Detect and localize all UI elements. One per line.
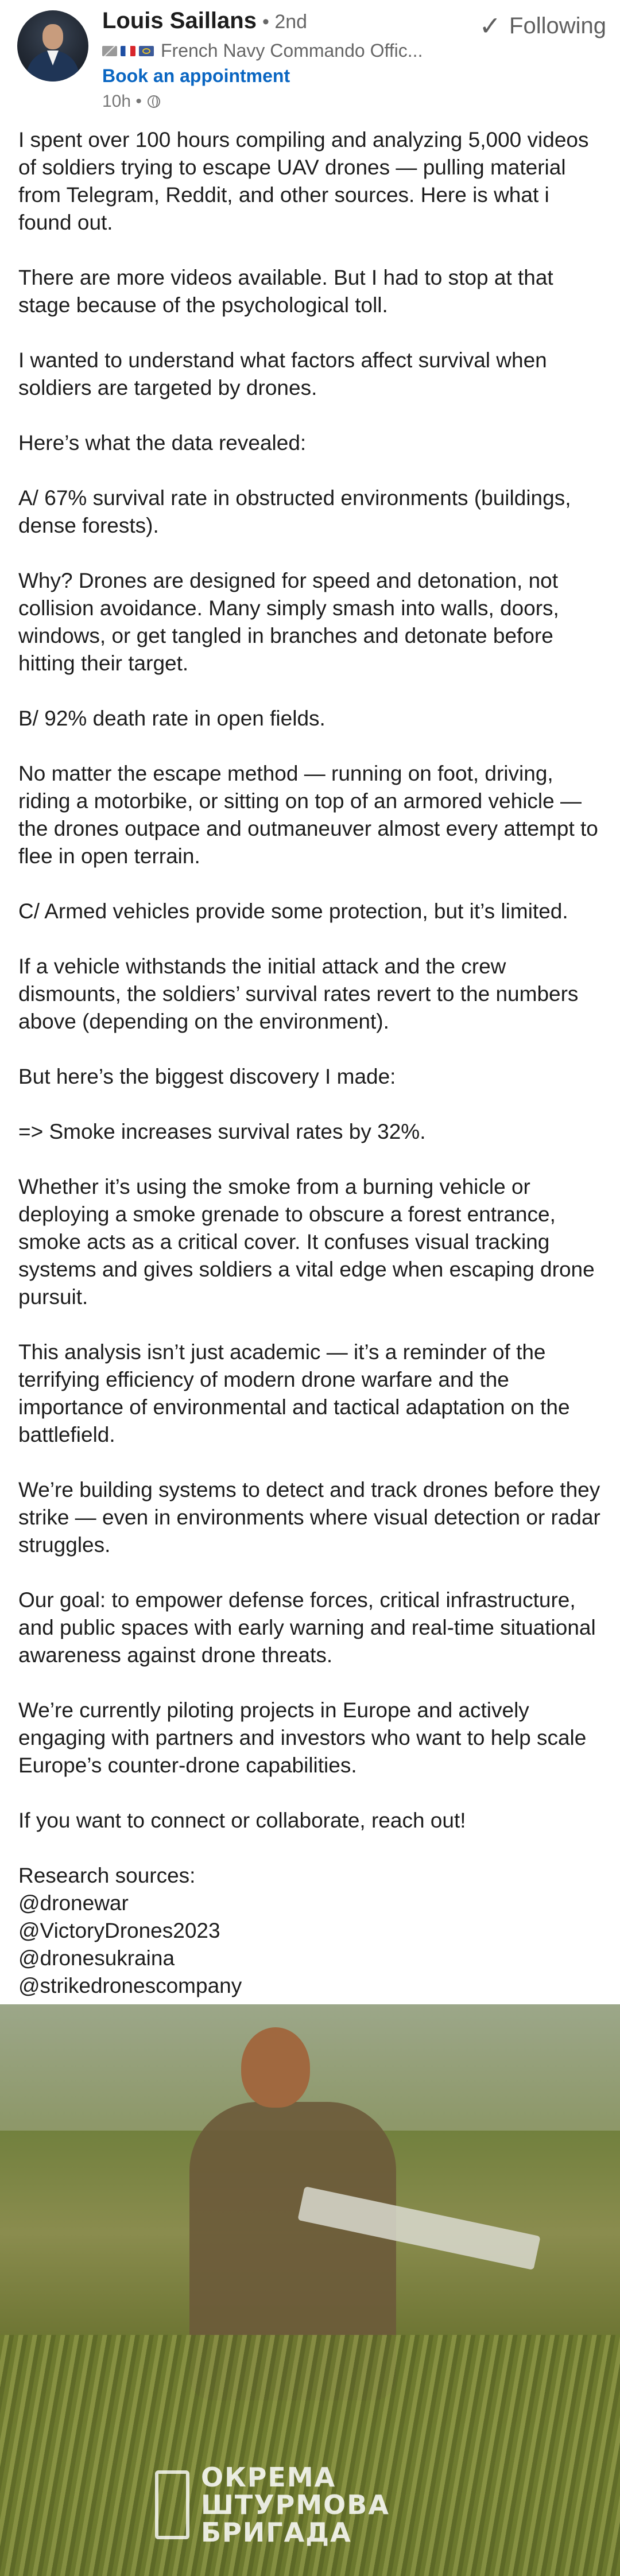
checkmark-icon: ✓ <box>479 11 502 41</box>
post-paragraph: => Smoke increases survival rates by 32%. <box>18 1120 426 1143</box>
soldier-head <box>241 2027 310 2108</box>
author-name[interactable]: Louis Saillans <box>102 8 257 33</box>
france-flag-icon <box>121 46 135 56</box>
post-paragraph: There are more videos available. But I had to stop at that stage because of the psychological toll. <box>18 266 553 317</box>
crossed-swords-icon <box>102 46 117 56</box>
sources-title: Research sources: <box>18 1864 196 1887</box>
source-link[interactable]: @VictoryDrones2023 <box>18 1919 220 1942</box>
post-meta <box>102 92 160 111</box>
post-paragraph: B/ 92% death rate in open fields. <box>18 707 326 730</box>
post-paragraph: Here’s what the data revealed: <box>18 431 307 455</box>
source-link[interactable]: @dronewar <box>18 1891 129 1915</box>
post-paragraph: If a vehicle withstands the initial attack and the crew dismounts, the soldiers’ survival rates revert to the numbers above (depending on the environment). <box>18 955 579 1033</box>
post-paragraph: A/ 67% survival rate in obstructed environments (buildings, dense forests). <box>18 486 571 537</box>
book-appointment-link[interactable]: Book an appointment <box>102 65 290 86</box>
brigade-watermark <box>155 2464 390 2546</box>
watermark-line: БРИГАДА <box>201 2517 352 2548</box>
post-paragraph: I wanted to understand what factors affect survival when soldiers are targeted by drones. <box>18 348 547 399</box>
post-paragraph: No matter the escape method — running on foot, driving, riding a motorbike, or sitting on top of an armored vehicle — the drones outpace and outmaneuver almost every attempt to flee in open terrain. <box>18 762 598 868</box>
watermark-line: ШТУРМОВА <box>201 2489 390 2520</box>
author-headline: French Navy Commando Offic... <box>161 40 423 61</box>
post-body <box>18 126 604 2000</box>
post-header <box>0 0 620 111</box>
author-headline-row <box>102 40 423 61</box>
watermark-line: ОКРЕМА <box>201 2462 336 2493</box>
post-paragraph: We’re currently piloting projects in Europe and actively engaging with partners and investors who want to help scale Europe’s counter-drone capabilities. <box>18 1698 587 1777</box>
post-paragraph: C/ Armed vehicles provide some protection, but it’s limited. <box>18 899 568 923</box>
source-link[interactable]: @strikedronescompany <box>18 1974 242 1997</box>
following-button[interactable] <box>479 10 606 41</box>
post-time: 10h • <box>102 92 142 111</box>
brigade-logo-icon <box>155 2470 189 2539</box>
post-paragraph: Whether it’s using the smoke from a burning vehicle or deploying a smoke grenade to obscure a forest entrance, smoke acts as a critical cover. It confuses visual tracking systems and gives soldiers a vital edge when escaping drone pursuit. <box>18 1175 595 1309</box>
connection-degree: • 2nd <box>262 11 308 33</box>
avatar-face <box>42 24 63 49</box>
post-paragraph: I spent over 100 hours compiling and analyzing 5,000 videos of soldiers trying to escape UAV drones — pulling material from Telegram, Reddit, and other sources. Here is what i found out. <box>18 128 589 234</box>
post-paragraph: We’re building systems to detect and track drones before they strike — even in environments where visual detection or radar struggles. <box>18 1478 600 1557</box>
post-paragraph: If you want to connect or collaborate, reach out! <box>18 1809 466 1832</box>
post-paragraph: But here’s the biggest discovery I made: <box>18 1065 396 1088</box>
author-avatar[interactable] <box>17 10 88 82</box>
post-paragraph: This analysis isn’t just academic — it’s a reminder of the terrifying efficiency of modern drone warfare and the importance of environmental and tactical adaptation on the battlefield. <box>18 1340 570 1446</box>
headline-flags <box>102 46 154 56</box>
following-label: Following <box>509 13 606 38</box>
post-paragraph: Why? Drones are designed for speed and detonation, not collision avoidance. Many simply smash into walls, doors, windows, or get tangled in branches and detonate before hitting their target. <box>18 569 559 675</box>
watermark-text <box>201 2464 390 2546</box>
source-link[interactable]: @dronesukraina <box>18 1946 175 1970</box>
post-paragraph: Our goal: to empower defense forces, critical infrastructure, and public spaces with early warning and real-time situational awareness against drone threats. <box>18 1588 596 1667</box>
eu-flag-icon <box>139 46 154 56</box>
post-video[interactable] <box>0 2004 620 2576</box>
author-name-row <box>102 8 307 34</box>
globe-icon <box>148 95 160 108</box>
